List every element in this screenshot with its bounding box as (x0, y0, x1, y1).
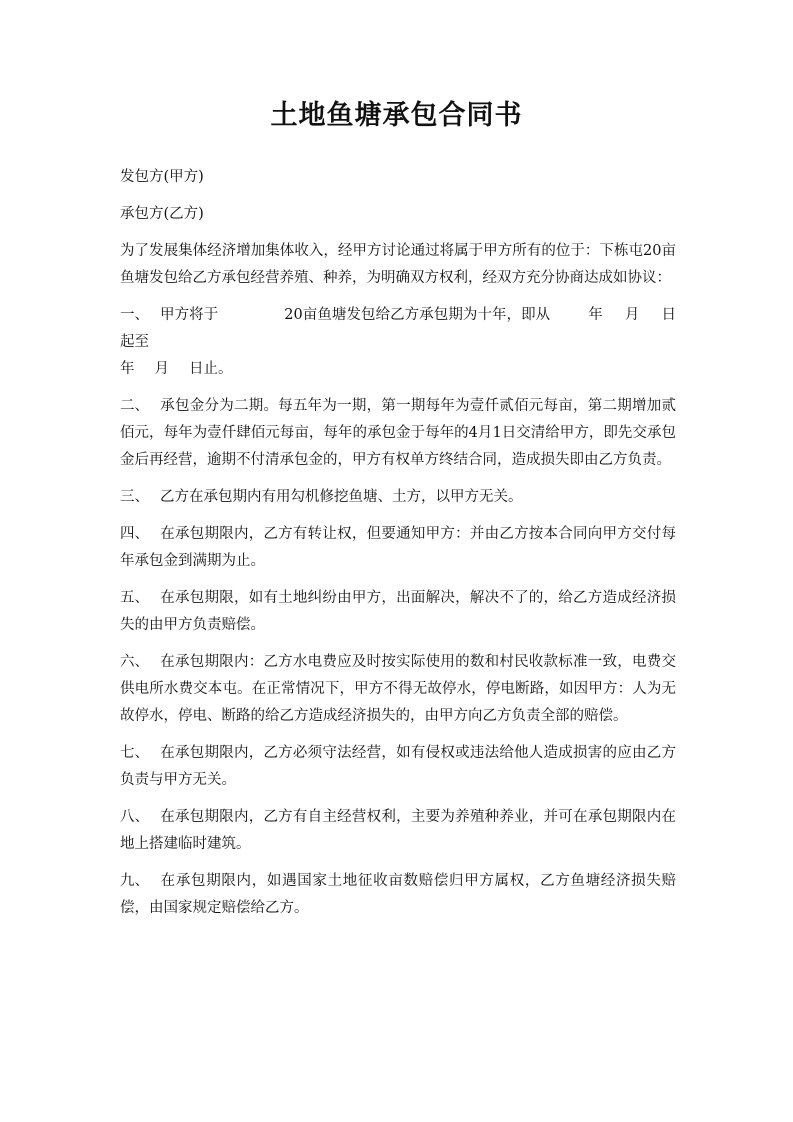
clause-text: 在承包期限内，乙方有转让权，但要通知甲方：并由乙方按本合同向甲方交付每年承包金到满期为止。 (120, 526, 676, 569)
clause-text: 在承包期限内，如遇国家土地征收亩数赔偿归甲方属权，乙方鱼塘经济损失赔偿，由国家规定赔偿给乙方。 (120, 873, 676, 916)
clause-number: 一、 (120, 307, 149, 323)
clause-8 (120, 804, 676, 858)
clause-4 (120, 521, 676, 575)
party-b-line: 承包方(乙方) (120, 206, 204, 222)
clause-text: 在承包期限内：乙方水电费应及时按实际使用的数和村民收款标准一致，电费交供电所水费交本屯。在正常情况下，甲方不得无故停水，停电断路，如因甲方：人为无故停水，停电、断路的给乙方造成经济损失的，由甲方向乙方负责全部的赔偿。 (120, 654, 676, 724)
year-label: 年 (120, 361, 135, 377)
clause-9 (120, 868, 676, 922)
day-label: 日起至 (120, 307, 677, 350)
clause-text: 甲方将于 (160, 307, 219, 323)
clause-number: 二、 (120, 398, 149, 414)
clause-3 (120, 484, 676, 511)
clause-text: 20亩鱼塘发包给乙方承包期为十年，即从 (284, 307, 551, 323)
clause-number: 三、 (120, 489, 149, 505)
document-title: 土地鱼塘承包合同书 (270, 100, 523, 131)
clause-number: 六、 (120, 654, 149, 670)
clause-5 (120, 585, 676, 639)
clause-number: 七、 (120, 745, 149, 761)
clause-number: 九、 (120, 873, 149, 889)
clause-1 (120, 302, 676, 383)
month-label: 月 (154, 361, 169, 377)
clause-text: 在承包期限内，乙方有自主经营权利，主要为养殖种养业，并可在承包期限内在地上搭建临时建筑。 (120, 809, 676, 852)
clause-2 (120, 393, 676, 474)
clause-text: 乙方在承包期内有用勾机修挖鱼塘、土方，以甲方无关。 (160, 489, 523, 505)
day-label: 日止。 (189, 361, 233, 377)
clause-text: 承包金分为二期。每五年为一期，第一期每年为壹仟贰佰元每亩，第二期增加贰佰元，每年为壹仟肆佰元每亩，每年的承包金于每年的4月1日交清给甲方，即先交承包金后再经营，逾期不付清承包金的，甲方有权单方终结合同，造成损失即由乙方负责。 (120, 398, 676, 468)
clause-text: 在承包期限内，乙方必须守法经营，如有侵权或违法给他人造成损害的应由乙方负责与甲方无关。 (120, 745, 676, 788)
clause-number: 五、 (120, 590, 149, 606)
clause-number: 四、 (120, 526, 149, 542)
year-label: 年 (588, 307, 603, 323)
party-a-line: 发包方(甲方) (120, 169, 204, 185)
clause-7 (120, 740, 676, 794)
document-body (120, 164, 676, 932)
clause-text: 在承包期限，如有土地纠纷由甲方，出面解决，解决不了的，给乙方造成经济损失的由甲方负责赔偿。 (120, 590, 676, 633)
clause-number: 八、 (120, 809, 149, 825)
clause-6 (120, 649, 676, 730)
month-label: 月 (624, 307, 640, 323)
intro-paragraph: 为了发展集体经济增加集体收入，经甲方讨论通过将属于甲方所有的位于：下栋屯20亩鱼塘发包给乙方承包经营养殖、种养，为明确双方权利，经双方充分协商达成如协议： (120, 243, 676, 286)
